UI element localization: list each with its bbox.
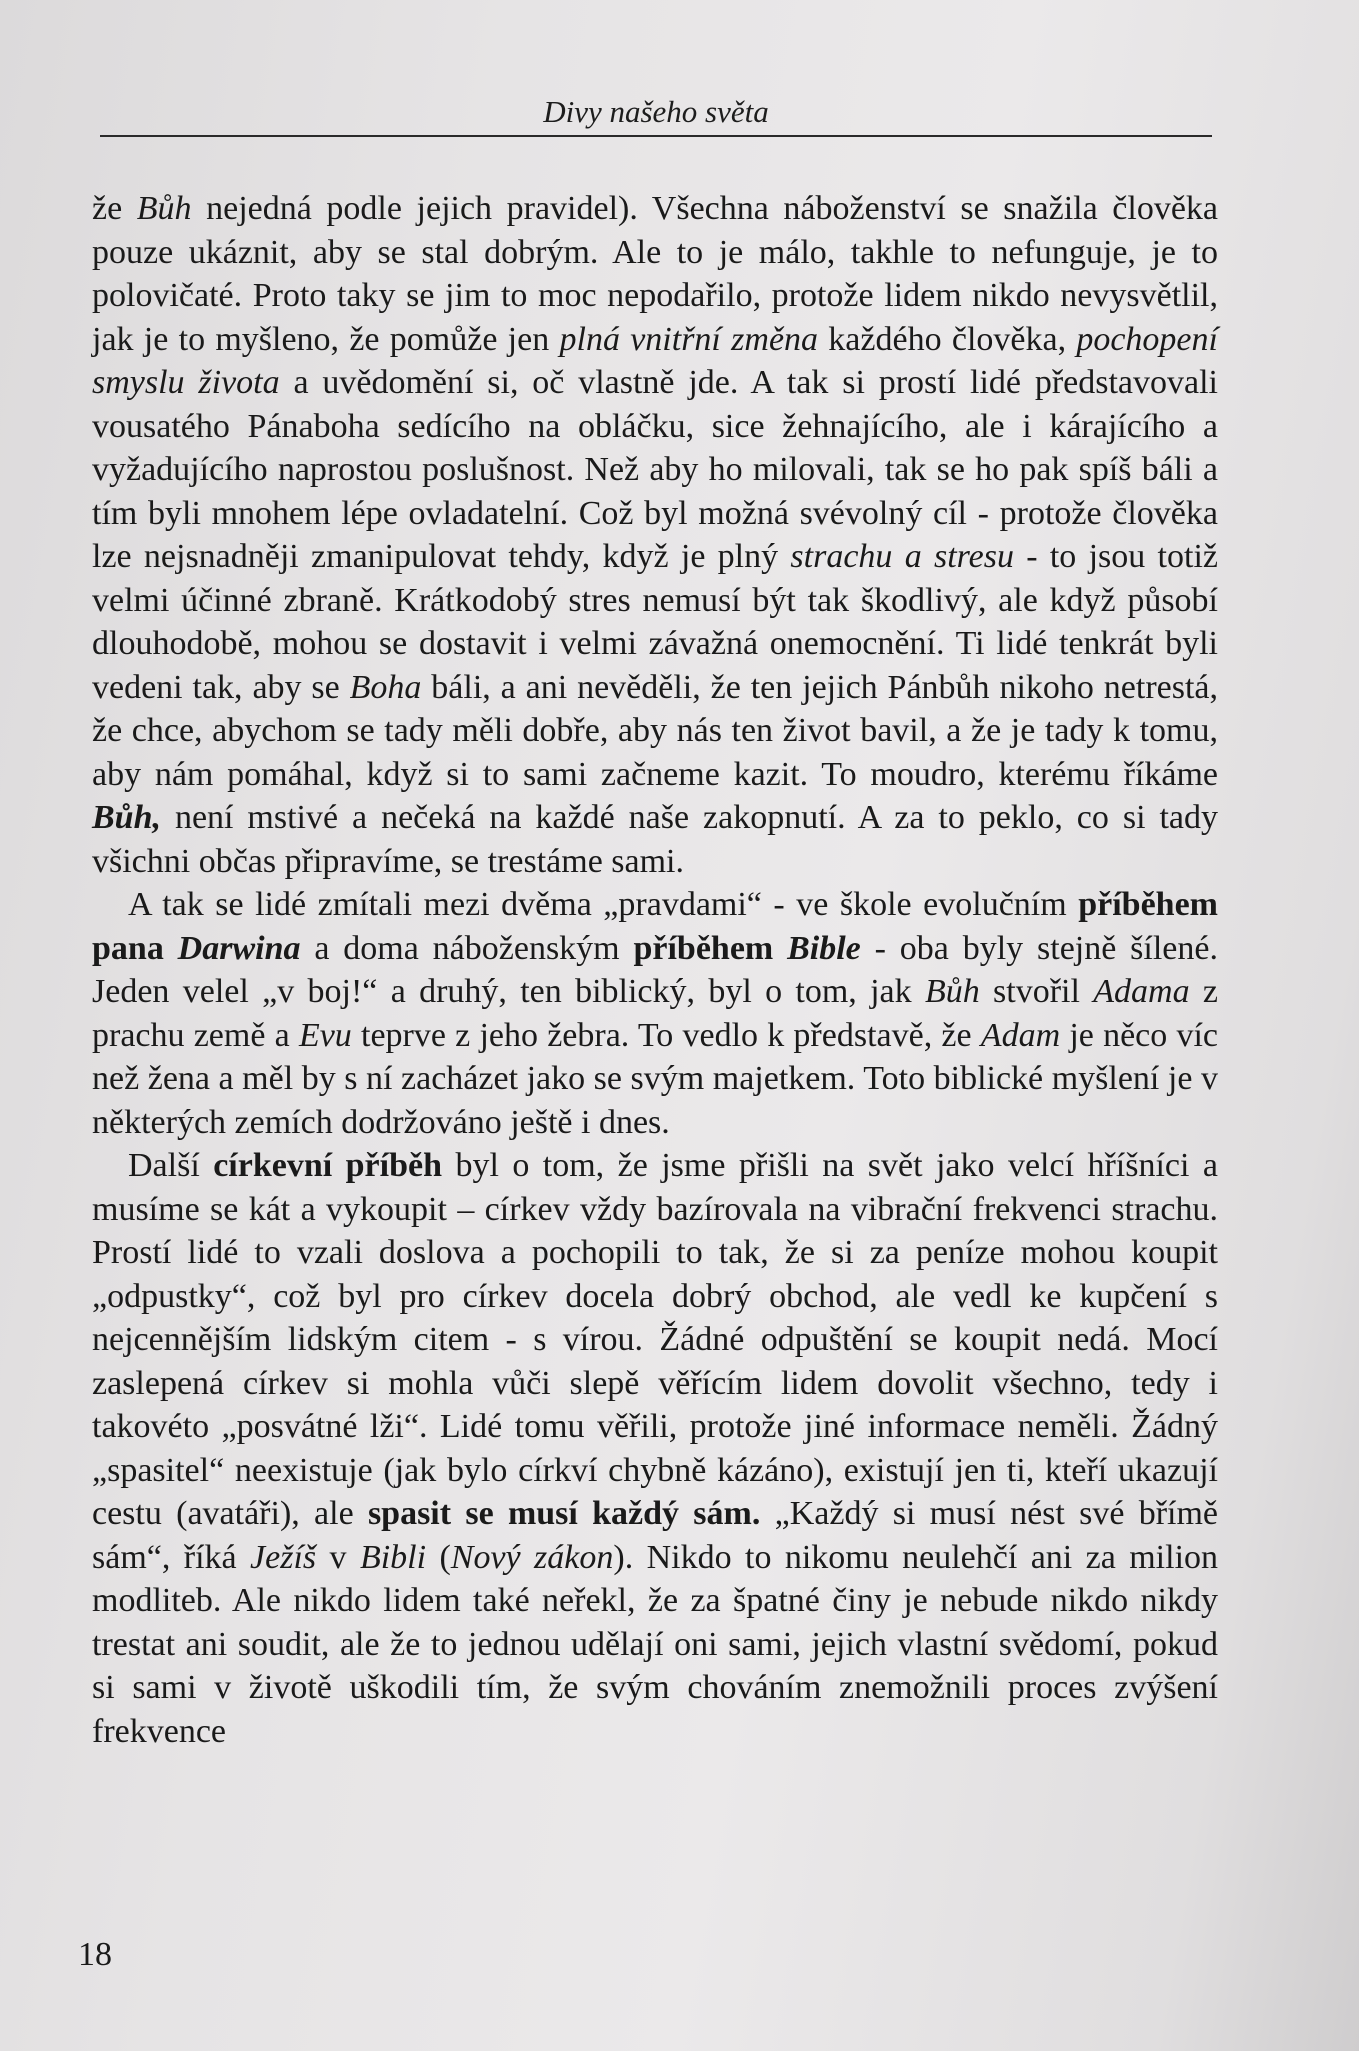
bold-run: příběhem [633,929,788,967]
paragraph: že Bůh nejedná podle jejich pravidel). Všechna náboženství se snažila člověka pouze ukáznit, aby se stal dobrým. Ale to je málo, takhle to nefunguje, je to polovičaté. Proto taky se jim to moc nepodařilo, protože lidem nikdo nevysvětlil, jak je to myšleno, že pomůže jen plná vnitřní změna každého člověka, pochopení smyslu života a uvědomění si, oč vlastně jde. A tak si prostí lidé představovali vousatého Pánaboha sedícího na obláčku, sice žehnajícího, ale i kárajícího a vyžadujícího naprostou poslušnost. Než aby ho milovali, tak se ho pak spíš báli a tím byli mnohem lépe ovladatelní. Což byl možná svévolný cíl - protože člověka lze nejsnadněji zmanipulovat tehdy, když je plný strachu a stresu - to jsou totiž velmi účinné zbraně. Krátkodobý stres nemusí být tak škodlivý, ale když působí dlouhodobě, mohou se dostavit i velmi závažná onemocnění. Ti lidé tenkrát byli vedeni tak, aby se Boha báli, a ani nevěděli, že ten jejich Pánbůh nikoho netrestá, že chce, abychom se tady měli dobře, aby nás ten život bavil, a že je tady k tomu, aby nám pomáhal, když si to sami začneme kazit. To moudro, kterému říkáme Bůh, není mstivé a nečeká na každé naše zakopnutí. A za to peklo, co si tady všichni občas připravíme, se trestáme sami. [92,190,1218,880]
italic-run: plná vnitřní změna [559,320,819,358]
header-rule [100,135,1212,137]
italic-run: Nový zákon [450,1538,614,1576]
bold-run: příběhem pana [92,886,1218,967]
bold-italic-run: Darwina [177,929,301,967]
bold-italic-run: Bůh, [92,799,161,836]
body-text [92,187,1218,1753]
italic-run: strachu a stresu [790,538,1014,575]
paragraph: A tak se lidé zmítali mezi dvěma „pravdami“ - ve škole evolučním příběhem pana Darwina a doma náboženským příběhem Bible - oba byly stejně šílené. Jeden velel „v boj!“ a druhý, ten biblický, byl o tom, jak Bůh stvořil Adama z prachu země a Evu teprve z jeho žebra. To vedlo k představě, že Adam je něco víc než žena a měl by s ní zacházet jako se svým majetkem. Toto biblické myšlení je v některých zemích dodržováno ještě i dnes. [92,886,1218,1141]
italic-run: Evu [298,1016,352,1054]
italic-run: pochopení smyslu života [92,320,1218,401]
bold-run: spasit se musí každý sám. [367,1495,761,1532]
bold-italic-run: Bible [787,929,861,967]
italic-run: Boha [349,668,422,706]
italic-run: Adam [980,1016,1061,1054]
italic-run: Bibli [359,1538,427,1576]
page-number: 18 [78,1936,112,1973]
italic-run: Adama [1093,973,1190,1010]
italic-run: Bůh [924,973,980,1010]
italic-run: Ježíš [250,1538,317,1576]
running-head: Divy našeho světa [543,94,769,129]
italic-run: Bůh [136,190,192,227]
bold-run: církevní příběh [213,1147,442,1184]
paragraph: Další církevní příběh byl o tom, že jsme přišli na svět jako velcí hříšníci a musíme se kát a vykoupit – církev vždy bazírovala na vibrační frekvenci strachu. Prostí lidé to vzali doslova a pochopili to tak, že si za peníze mohou koupit „odpustky“, což byl pro církev docela dobrý obchod, ale vedl ke kupčení s nejcennějším lidským citem - s vírou. Žádné odpuštění se koupit nedá. Mocí zaslepená církev si mohla vůči slepě věřícím lidem dovolit všechno, tedy i takovéto „posvátné lži“. Lidé tomu věřili, protože jiné informace neměli. Žádný „spasitel“ neexistuje (jak bylo církví chybně kázáno), existují jen ti, kteří ukazují cestu (avatáři), ale spasit se musí každý sám. „Každý si musí nést své břímě sám“, říká Ježíš v Bibli (Nový zákon). Nikdo to nikomu neulehčí ani za milion modliteb. Ale nikdo lidem také neřekl, že za špatné činy je nebude nikdo nikdy trestat ani soudit, ale že to jednou udělají oni sami, jejich vlastní svědomí, pokud si sami v životě uškodili tím, že svým chováním znemožnili proces zvýšení frekvence [92,1147,1219,1750]
